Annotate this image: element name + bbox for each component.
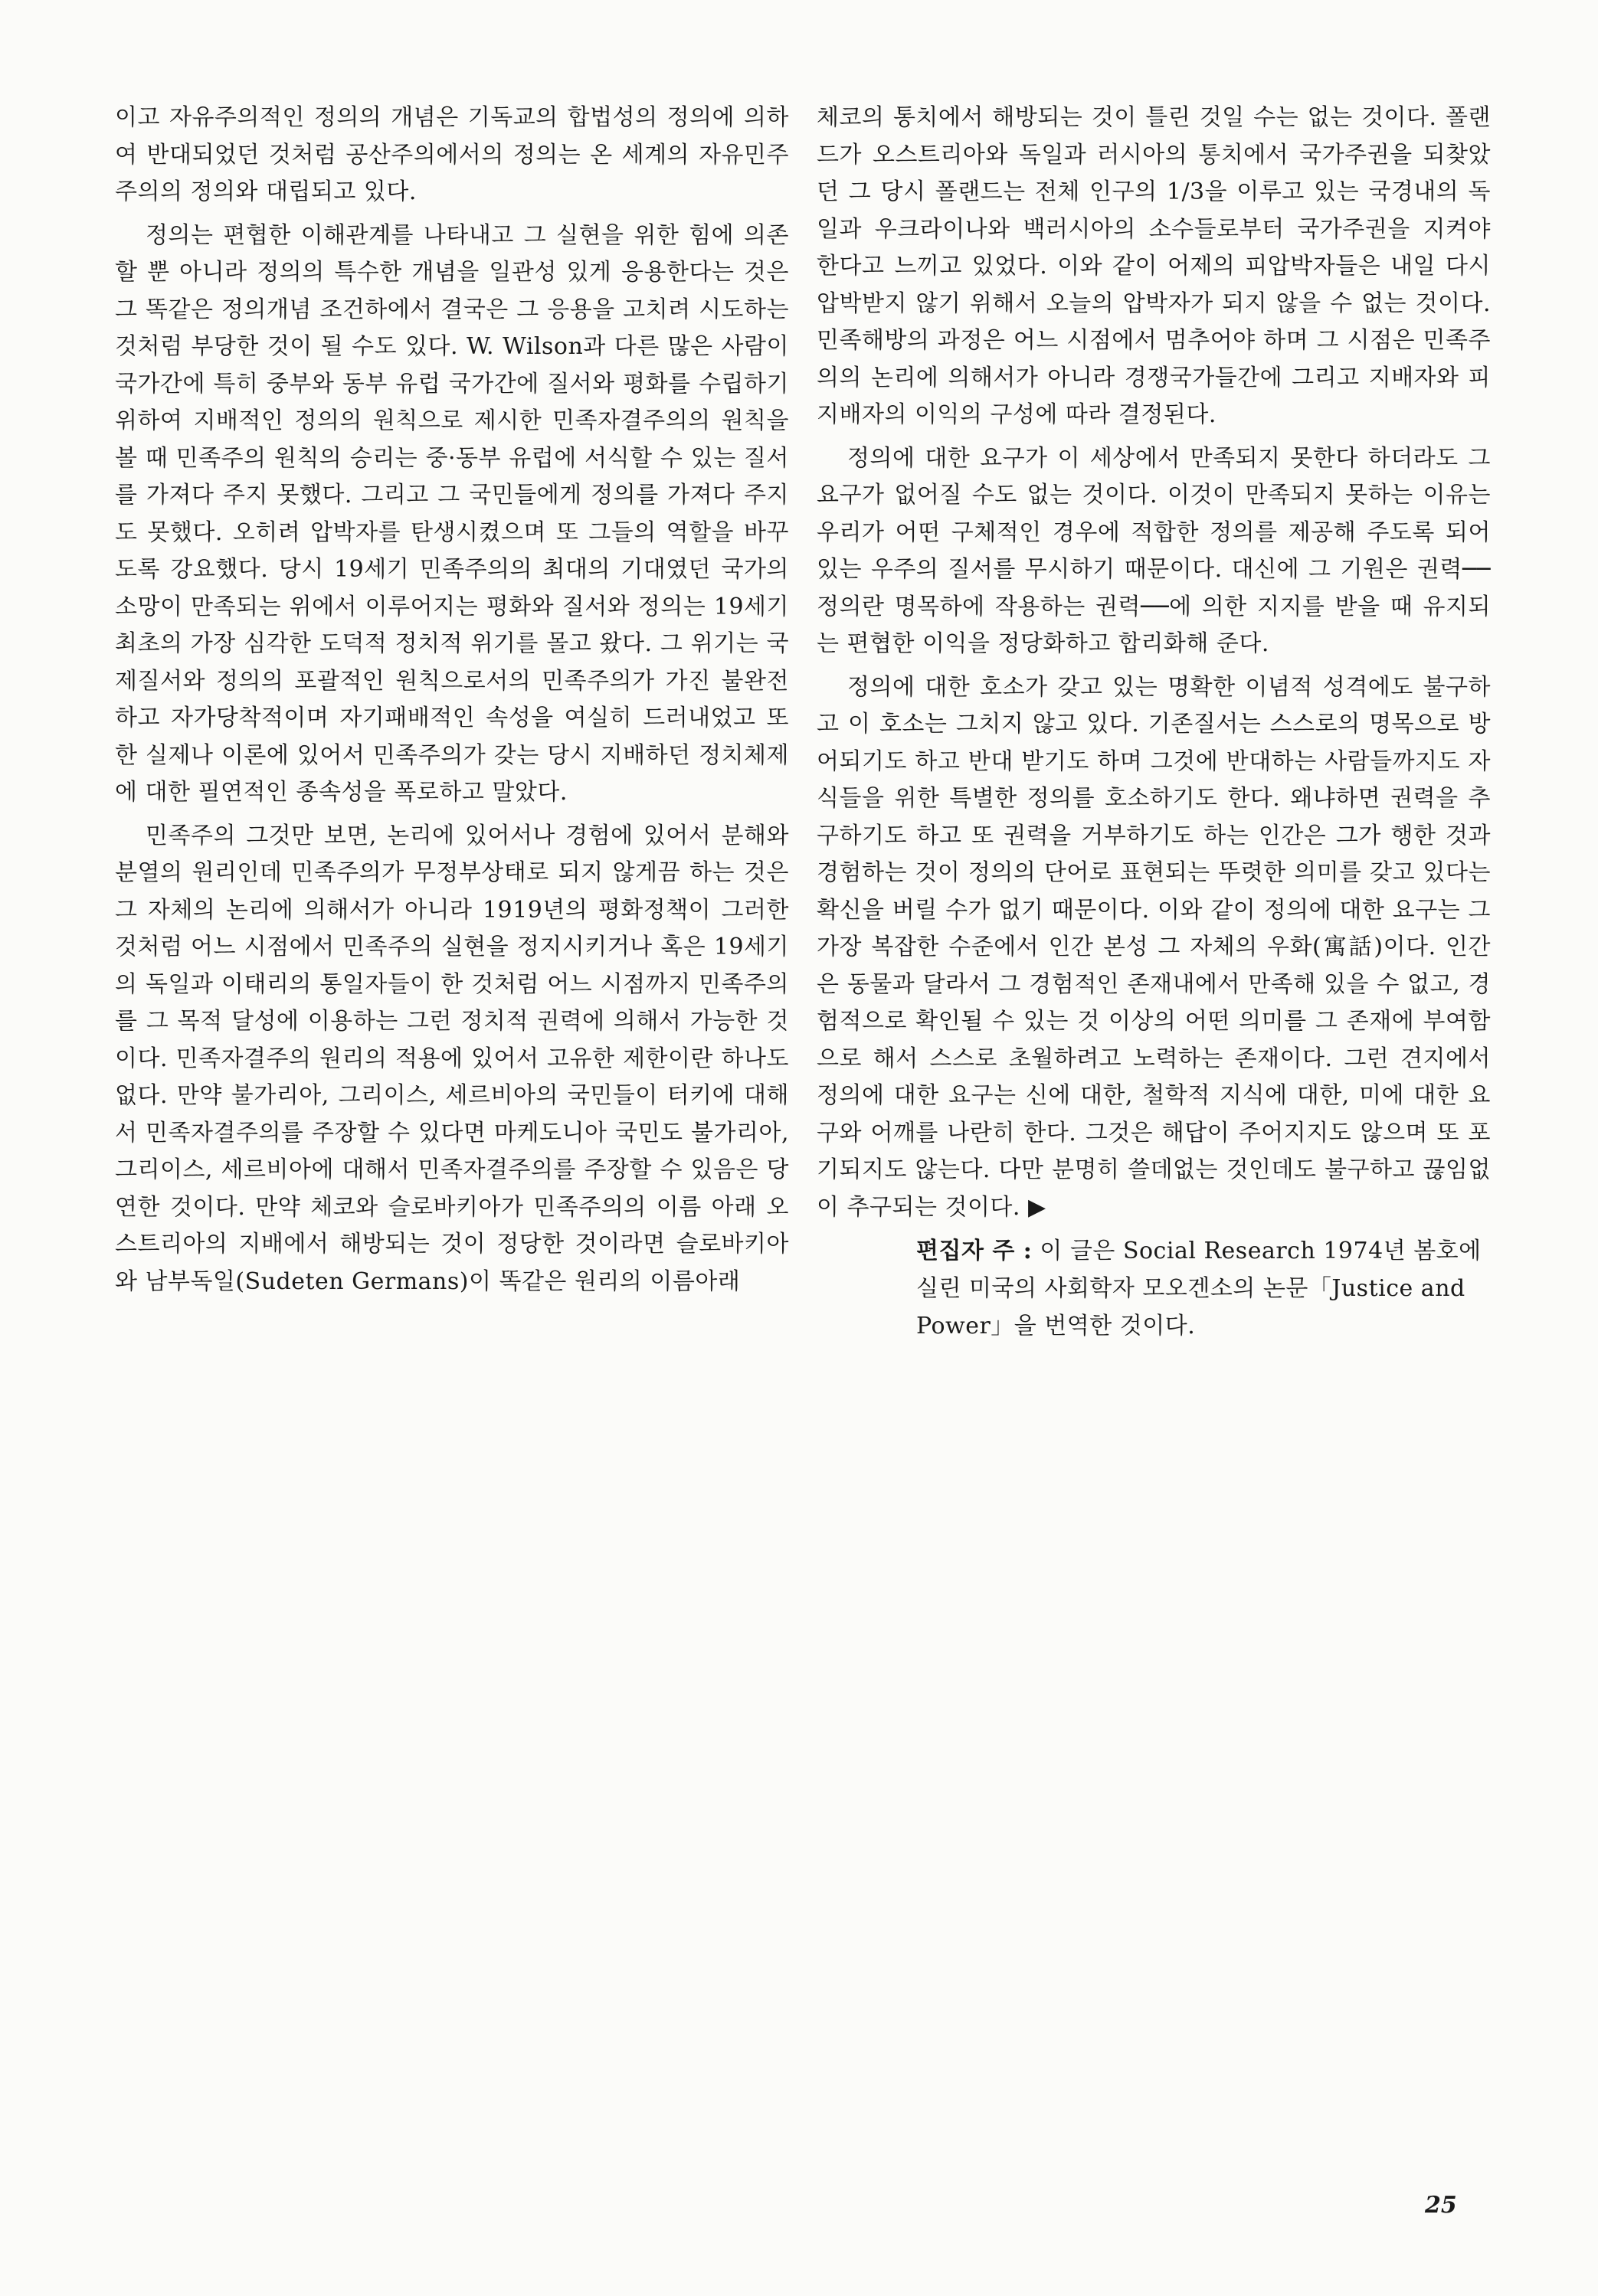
paragraph: 정의는 편협한 이해관계를 나타내고 그 실현을 위한 힘에 의존할 뿐 아니라 정의의 특수한 개념을 일관성 있게 응용한다는 것은 그 똑같은 정의개념 조건하에서 결국은 그 응용을 고치려 시도하는 것처럼 부당한 것이 될 수도 있다. W. Wilson과 다른 많은 사람이 국가간에 특히 중부와 동부 유럽 국가간에 질서와 평화를 수립하기 위하여 지배적인 정의의 원칙으로 제시한 민족자결주의의 원칙을 볼 때 민족주의 원칙의 승리는 중·동부 유럽에 서식할 수 있는 질서를 가져다 주지 못했다. 그리고 그 국민들에게 정의를 가져다 주지도 못했다. 오히려 압박자를 탄생시켰으며 또 그들의 역할을 바꾸도록 강요했다. 당시 19세기 민족주의의 최대의 기대였던 국가의 소망이 만족되는 위에서 이루어지는 평화와 질서와 정의는 19세기 최초의 가장 심각한 도덕적 정치적 위기를 몰고 왔다. 그 위기는 국제질서와 정의의 포괄적인 원칙으로서의 민족주의가 가진 불완전하고 자가당착적이며 자기패배적인 속성을 여실히 드러내었고 또한 실제나 이론에 있어서 민족주의가 갖는 당시 지배하던 정치체제에 대한 필연적인 종속성을 폭로하고 말았다. bbox=[115, 221, 789, 806]
paragraph: 민족주의 그것만 보면, 논리에 있어서나 경험에 있어서 분해와 분열의 원리인데 민족주의가 무정부상태로 되지 않게끔 하는 것은 그 자체의 논리에 의해서가 아니라 1919년의 평화정책이 그러한 것처럼 어느 시점에서 민족주의 실현을 정지시키거나 혹은 19세기의 독일과 이태리의 통일자들이 한 것처럼 어느 시점까지 민족주의를 그 목적 달성에 이용하는 그런 정치적 권력에 의해서 가능한 것이다. 민족자결주의 원리의 적용에 있어서 고유한 제한이란 하나도 없다. 만약 불가리아, 그리이스, 세르비아의 국민들이 터키에 대해서 민족자결주의를 주장할 수 있다면 마케도니아 국민도 불가리아, 그리이스, 세르비아에 대해서 민족자결주의를 주장할 수 있음은 당연한 것이다. 만약 체코와 슬로바키아가 민족주의의 이름 아래 오스트리아의 지배에서 해방되는 것이 정당한 것이라면 슬로바키아와 남부독일(Sudeten Germans)이 똑같은 원리의 이름아래 bbox=[115, 822, 789, 1295]
left-column bbox=[115, 100, 789, 1307]
paragraph: 정의에 대한 호소가 갖고 있는 명확한 이념적 성격에도 불구하고 이 호소는 그치지 않고 있다. 기존질서는 스스로의 명목으로 방어되기도 하고 반대 받기도 하며 그것에 반대하는 사람들까지도 자식들을 위한 특별한 정의를 호소하기도 한다. 왜냐하면 권력을 추구하기도 하고 또 권력을 거부하기도 하는 인간은 그가 행한 것과 경험하는 것이 정의의 단어로 표현되는 뚜렷한 의미를 갖고 있다는 확신을 버릴 수가 없기 때문이다. 이와 같이 정의에 대한 요구는 그 가장 복잡한 수준에서 인간 본성 그 자체의 우화(寓話)이다. 인간은 동물과 달라서 그 경험적인 존재내에서 만족해 있을 수 없고, 경험적으로 확인될 수 있는 것 이상의 어떤 의미를 그 존재에 부여함으로 해서 스스로 초월하려고 노력하는 존재이다. 그런 견지에서 정의에 대한 요구는 신에 대한, 철학적 지식에 대한, 미에 대한 요구와 어깨를 나란히 한다. 그것은 해답이 주어지지도 않으며 또 포기되지도 않는다. 다만 분명히 쓸데없는 것인데도 불구하고 끊임없이 추구되는 것이다. ▶ bbox=[817, 673, 1491, 1221]
paragraph: 체코의 통치에서 해방되는 것이 틀린 것일 수는 없는 것이다. 폴랜드가 오스트리아와 독일과 러시아의 통치에서 국가주권을 되찾았던 그 당시 폴랜드는 전체 인구의 1/3을 이루고 있는 국경내의 독일과 우크라이나와 백러시아의 소수들로부터 국가주권을 지켜야 한다고 느끼고 있었다. 이와 같이 어제의 피압박자들은 내일 다시 압박받지 않기 위해서 오늘의 압박자가 되지 않을 수 없는 것이다. 민족해방의 과정은 어느 시점에서 멈추어야 하며 그 시점은 민족주의의 논리에 의해서가 아니라 경쟁국가들간에 그리고 지배자와 피지배자의 이익의 구성에 따라 결정된다. bbox=[817, 104, 1491, 428]
editor-note-text: 이 글은 Social Research 1974년 봄호에 실린 미국의 사회학자 모오겐소의 논문「Justice and Power」을 번역한 것이다. bbox=[916, 1238, 1482, 1339]
editor-note bbox=[817, 1232, 1491, 1345]
right-column bbox=[817, 100, 1491, 1345]
paragraph: 이고 자유주의적인 정의의 개념은 기독교의 합법성의 정의에 의하여 반대되었던 것처럼 공산주의에서의 정의는 온 세계의 자유민주주의의 정의와 대립되고 있다. bbox=[115, 104, 789, 205]
editor-note-label: 편집자 주 : bbox=[916, 1238, 1033, 1264]
paragraph: 정의에 대한 요구가 이 세상에서 만족되지 못한다 하더라도 그 요구가 없어질 수도 없는 것이다. 이것이 만족되지 못하는 이유는 우리가 어떤 구체적인 경우에 적합한 정의를 제공해 주도록 되어 있는 우주의 질서를 무시하기 때문이다. 대신에 그 기원은 권력──정의란 명목하에 작용하는 권력──에 의한 지지를 받을 때 유지되는 편협한 이익을 정당화하고 합리화해 준다. bbox=[817, 444, 1491, 657]
page-number: 25 bbox=[1425, 2192, 1457, 2219]
